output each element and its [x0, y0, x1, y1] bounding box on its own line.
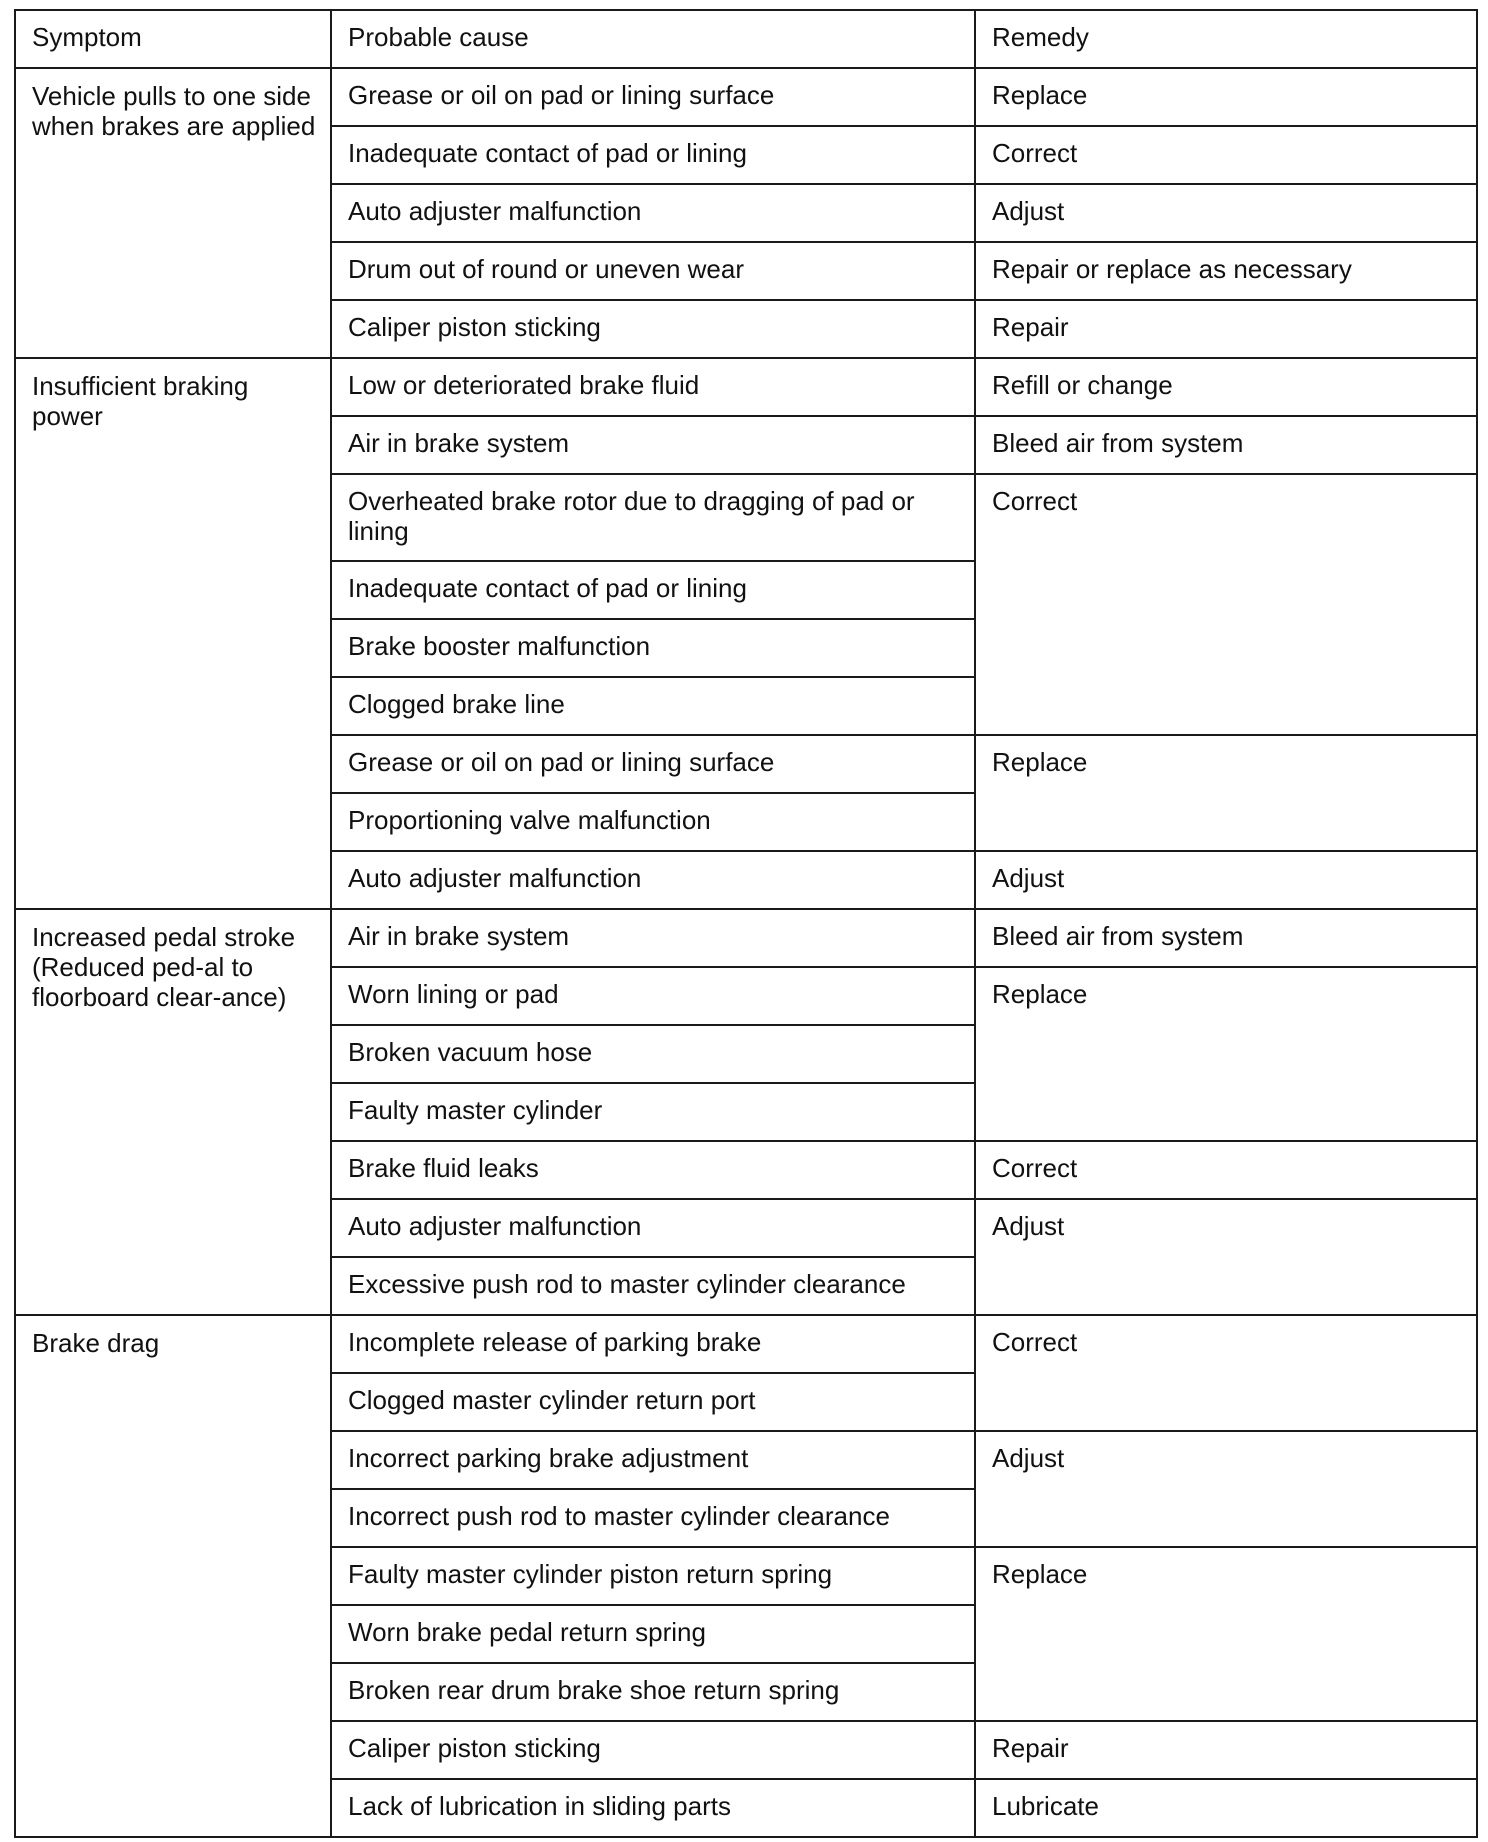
cause-cell: Incorrect parking brake adjustment	[331, 1431, 975, 1489]
header-symptom: Symptom	[15, 10, 331, 68]
symptom-cell: Insufficient braking power	[15, 358, 331, 909]
cause-cell: Broken vacuum hose	[331, 1025, 975, 1083]
cause-cell: Auto adjuster malfunction	[331, 184, 975, 242]
cause-cell: Clogged master cylinder return port	[331, 1373, 975, 1431]
cause-cell: Low or deteriorated brake fluid	[331, 358, 975, 416]
cause-cell: Worn lining or pad	[331, 967, 975, 1025]
cause-cell: Faulty master cylinder	[331, 1083, 975, 1141]
remedy-cell: Correct	[975, 474, 1477, 735]
remedy-cell: Lubricate	[975, 1779, 1477, 1837]
cause-cell: Air in brake system	[331, 909, 975, 967]
symptom-cell: Vehicle pulls to one side when brakes are applied	[15, 68, 331, 358]
table-row	[15, 909, 1477, 967]
cause-cell: Air in brake system	[331, 416, 975, 474]
cause-cell: Incorrect push rod to master cylinder clearance	[331, 1489, 975, 1547]
cause-cell: Brake fluid leaks	[331, 1141, 975, 1199]
cause-cell: Grease or oil on pad or lining surface	[331, 68, 975, 126]
cause-cell: Lack of lubrication in sliding parts	[331, 1779, 975, 1837]
cause-cell: Auto adjuster malfunction	[331, 1199, 975, 1257]
cause-cell: Overheated brake rotor due to dragging of pad or lining	[331, 474, 975, 561]
cause-cell: Inadequate contact of pad or lining	[331, 561, 975, 619]
symptom-cell: Brake drag	[15, 1315, 331, 1837]
cause-cell: Incomplete release of parking brake	[331, 1315, 975, 1373]
cause-cell: Proportioning valve malfunction	[331, 793, 975, 851]
remedy-cell: Repair	[975, 300, 1477, 358]
remedy-cell: Refill or change	[975, 358, 1477, 416]
table-row	[15, 1315, 1477, 1373]
remedy-cell: Correct	[975, 126, 1477, 184]
cause-cell: Worn brake pedal return spring	[331, 1605, 975, 1663]
remedy-cell: Adjust	[975, 851, 1477, 909]
remedy-cell: Adjust	[975, 1199, 1477, 1315]
remedy-cell: Adjust	[975, 184, 1477, 242]
cause-cell: Caliper piston sticking	[331, 300, 975, 358]
cause-cell: Inadequate contact of pad or lining	[331, 126, 975, 184]
cause-cell: Brake booster malfunction	[331, 619, 975, 677]
cause-cell: Excessive push rod to master cylinder clearance	[331, 1257, 975, 1315]
header-probable-cause: Probable cause	[331, 10, 975, 68]
remedy-cell: Replace	[975, 735, 1477, 851]
header-row	[15, 10, 1477, 68]
header-remedy: Remedy	[975, 10, 1477, 68]
cause-cell: Drum out of round or uneven wear	[331, 242, 975, 300]
remedy-cell: Bleed air from system	[975, 909, 1477, 967]
symptom-cell: Increased pedal stroke (Reduced ped-al to floorboard clear-ance)	[15, 909, 331, 1315]
cause-cell: Auto adjuster malfunction	[331, 851, 975, 909]
remedy-cell: Correct	[975, 1315, 1477, 1431]
remedy-cell: Replace	[975, 967, 1477, 1141]
remedy-cell: Correct	[975, 1141, 1477, 1199]
remedy-cell: Repair	[975, 1721, 1477, 1779]
table-row	[15, 358, 1477, 416]
remedy-cell: Adjust	[975, 1431, 1477, 1547]
cause-cell: Clogged brake line	[331, 677, 975, 735]
cause-cell: Broken rear drum brake shoe return spring	[331, 1663, 975, 1721]
remedy-cell: Bleed air from system	[975, 416, 1477, 474]
cause-cell: Grease or oil on pad or lining surface	[331, 735, 975, 793]
remedy-cell: Replace	[975, 1547, 1477, 1721]
remedy-cell: Replace	[975, 68, 1477, 126]
troubleshooting-table	[14, 9, 1478, 1838]
remedy-cell: Repair or replace as necessary	[975, 242, 1477, 300]
cause-cell: Caliper piston sticking	[331, 1721, 975, 1779]
cause-cell: Faulty master cylinder piston return spring	[331, 1547, 975, 1605]
table-row	[15, 68, 1477, 126]
